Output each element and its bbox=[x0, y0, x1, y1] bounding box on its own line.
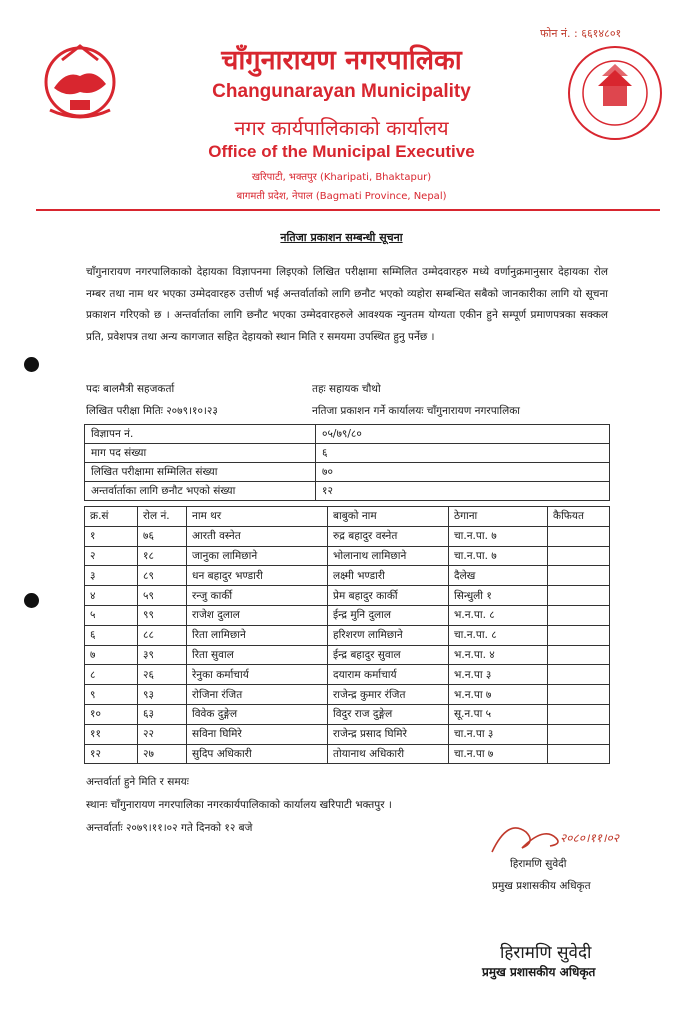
notice-body: चाँगुनारायण नगरपालिकाको देहायका विज्ञापनमा लिइएको लिखित परीक्षामा सम्मिलित उम्मेदवारहरु मध्ये वर्णानुक्रमानुसार देहायका रोल नम्बर तथा नाम थर भएका उम्मेदवारहरु उत्तीर्ण भई अन्तर्वार्ताको लागि छनौट भएको व्यहोरा सम्बन्धित सबैको जानकारीका लागि यो सूचना प्रकाशन गरिएको छ । अन्तर्वार्ताका लागि छनौट भएका उम्मेदवारहरुले आवश्यक न्युनतम योग्यता एकीन हुने सम्पूर्ण प्रमाणपत्रका सक्कल प्रति, प्रवेशपत्र तथा अन्य कागजात सहित देहायको स्थान मिति र समयमा उपस्थित हुनु पर्नेछ । bbox=[86, 266, 608, 343]
table-cell: भ.न.पा. ४ bbox=[449, 645, 548, 665]
column-header: नाम थर bbox=[187, 507, 328, 527]
table-cell bbox=[548, 645, 610, 665]
table-cell: हरिशरण लामिछाने bbox=[328, 625, 449, 645]
table-row bbox=[85, 645, 610, 665]
interview-heading: अन्तर्वार्ता हुने मिति र समयः bbox=[86, 776, 189, 788]
handwritten-date: २०८०।११।०२ bbox=[560, 831, 620, 845]
column-header: ठेगाना bbox=[449, 507, 548, 527]
table-header-row bbox=[85, 507, 610, 527]
table-row bbox=[85, 463, 610, 482]
column-header: कैफियत bbox=[548, 507, 610, 527]
table-cell: भ.न.पा ३ bbox=[449, 665, 548, 685]
address-line-1: खरिपाटी, भक्तपुर (Kharipati, Bhaktapur) bbox=[251, 172, 432, 183]
info-label: विज्ञापन नं. bbox=[85, 425, 316, 444]
publisher-label: नतिजा प्रकाशन गर्ने कार्यालयः चाँगुनारायण नगरपालिका bbox=[312, 405, 520, 417]
table-cell: भोलानाथ लामिछाने bbox=[328, 546, 449, 566]
table-row bbox=[85, 425, 610, 444]
exam-date-label: लिखित परीक्षा मितिः २०७९।१०।२३ bbox=[86, 405, 218, 417]
table-cell: विदुर राज दुङ्गेल bbox=[328, 704, 449, 724]
table-cell: चा.न.पा ३ bbox=[449, 724, 548, 744]
table-row bbox=[85, 566, 610, 586]
table-cell: ७ bbox=[85, 645, 138, 665]
table-cell: ७६ bbox=[138, 526, 187, 546]
stamp-title: प्रमुख प्रशासकीय अधिकृत bbox=[482, 965, 596, 979]
table-cell: तोयानाथ अधिकारी bbox=[328, 744, 449, 764]
table-cell: १ bbox=[85, 526, 138, 546]
table-row bbox=[85, 704, 610, 724]
table-cell: १२ bbox=[85, 744, 138, 764]
table-cell: ३९ bbox=[138, 645, 187, 665]
table-cell bbox=[548, 704, 610, 724]
table-cell: राजेन्द्र कुमार रंजित bbox=[328, 685, 449, 705]
table-cell: ४ bbox=[85, 586, 138, 606]
table-row bbox=[85, 444, 610, 463]
table-cell: विवेक दुङ्गेल bbox=[187, 704, 328, 724]
table-cell bbox=[548, 566, 610, 586]
table-cell: भ.न.पा ७ bbox=[449, 685, 548, 705]
table-cell: १० bbox=[85, 704, 138, 724]
info-value: १२ bbox=[316, 482, 610, 501]
table-cell: ३ bbox=[85, 566, 138, 586]
table-cell: ईन्द्र बहादुर सुवाल bbox=[328, 645, 449, 665]
table-cell: दयाराम कर्माचार्य bbox=[328, 665, 449, 685]
table-cell: लक्ष्मी भण्डारी bbox=[328, 566, 449, 586]
table-cell: चा.न.पा. ८ bbox=[449, 625, 548, 645]
table-cell: आरती वस्नेत bbox=[187, 526, 328, 546]
stamp-name: हिरामणि सुवेदी bbox=[500, 943, 592, 963]
table-cell: रोजिना रंजित bbox=[187, 685, 328, 705]
table-cell: सुदिप अधिकारी bbox=[187, 744, 328, 764]
table-cell: ८ bbox=[85, 665, 138, 685]
table-cell: ९३ bbox=[138, 685, 187, 705]
table-row bbox=[85, 685, 610, 705]
header-divider bbox=[36, 209, 660, 211]
table-cell: चा.न.पा. ७ bbox=[449, 546, 548, 566]
info-label: अन्तर्वार्ताका लागि छनौट भएको संख्या bbox=[85, 482, 316, 501]
info-label: लिखित परीक्षामा सम्मिलित संख्या bbox=[85, 463, 316, 482]
table-cell: ५९ bbox=[138, 586, 187, 606]
table-cell bbox=[548, 586, 610, 606]
vacancy-info-table bbox=[84, 424, 610, 501]
handwritten-signature bbox=[486, 808, 636, 860]
info-label: माग पद संख्या bbox=[85, 444, 316, 463]
table-cell: प्रेम बहादुर कार्की bbox=[328, 586, 449, 606]
table-row bbox=[85, 586, 610, 606]
table-cell: ८८ bbox=[138, 625, 187, 645]
table-cell bbox=[548, 744, 610, 764]
info-value: ०५/७९/८० bbox=[316, 425, 610, 444]
column-header: क्र.सं bbox=[85, 507, 138, 527]
table-row bbox=[85, 526, 610, 546]
office-title-nepali: नगर कार्यपालिकाको कार्यालय bbox=[234, 116, 449, 140]
table-cell bbox=[548, 685, 610, 705]
results-table bbox=[84, 506, 610, 764]
table-cell: २७ bbox=[138, 744, 187, 764]
signatory-name: हिरामणि सुवेदी bbox=[510, 858, 567, 870]
table-cell: राजेश दुलाल bbox=[187, 605, 328, 625]
municipality-title-nepali: चाँगुनारायण नगरपालिका bbox=[221, 45, 462, 76]
municipality-seal-logo bbox=[566, 44, 664, 142]
table-cell: धन बहादुर भण्डारी bbox=[187, 566, 328, 586]
punch-hole-mark bbox=[24, 357, 39, 372]
table-row bbox=[85, 665, 610, 685]
post-label: पदः बालमैत्री सहजकर्ता bbox=[86, 383, 175, 395]
info-value: ७० bbox=[316, 463, 610, 482]
table-row bbox=[85, 744, 610, 764]
table-cell: रुद्र बहादुर वस्नेत bbox=[328, 526, 449, 546]
table-cell: ५ bbox=[85, 605, 138, 625]
table-cell: रिता लामिछाने bbox=[187, 625, 328, 645]
table-cell bbox=[548, 625, 610, 645]
table-row bbox=[85, 724, 610, 744]
column-header: रोल नं. bbox=[138, 507, 187, 527]
table-cell: ११ bbox=[85, 724, 138, 744]
table-cell: ८९ bbox=[138, 566, 187, 586]
table-cell bbox=[548, 665, 610, 685]
table-cell: सू.न.पा ५ bbox=[449, 704, 548, 724]
level-label: तहः सहायक चौथो bbox=[312, 383, 381, 395]
signatory-title: प्रमुख प्रशासकीय अधिकृत bbox=[492, 880, 591, 892]
table-cell: रेनुका कर्माचार्य bbox=[187, 665, 328, 685]
table-cell: १८ bbox=[138, 546, 187, 566]
table-cell: २२ bbox=[138, 724, 187, 744]
table-cell: दैलेख bbox=[449, 566, 548, 586]
table-cell: सविना घिमिरे bbox=[187, 724, 328, 744]
table-cell: रिता सुवाल bbox=[187, 645, 328, 665]
notice-title: नतिजा प्रकाशन सम्बन्धी सूचना bbox=[280, 231, 403, 244]
table-cell bbox=[548, 546, 610, 566]
table-row bbox=[85, 482, 610, 501]
table-cell: सिन्धुली १ bbox=[449, 586, 548, 606]
municipality-title-english: Changunarayan Municipality bbox=[212, 81, 471, 102]
interview-place: स्थानः चाँगुनारायण नगरपालिका नगरकार्यपालिकाको कार्यालय खरिपाटी भक्तपुर । bbox=[86, 799, 392, 811]
table-cell bbox=[548, 605, 610, 625]
table-cell: रन्जु कार्की bbox=[187, 586, 328, 606]
table-cell: ६ bbox=[85, 625, 138, 645]
office-title-english: Office of the Municipal Executive bbox=[208, 142, 475, 161]
table-cell: २ bbox=[85, 546, 138, 566]
table-cell: ९९ bbox=[138, 605, 187, 625]
table-cell: ६३ bbox=[138, 704, 187, 724]
phone-number: फोन नं. : ६६१४८०१ bbox=[540, 27, 622, 40]
table-cell: जानुका लामिछाने bbox=[187, 546, 328, 566]
table-row bbox=[85, 625, 610, 645]
table-cell bbox=[548, 724, 610, 744]
table-cell: चा.न.पा. ७ bbox=[449, 526, 548, 546]
table-row bbox=[85, 546, 610, 566]
table-cell: ईन्द्र मुनि दुलाल bbox=[328, 605, 449, 625]
table-cell: चा.न.पा ७ bbox=[449, 744, 548, 764]
table-cell: २६ bbox=[138, 665, 187, 685]
table-cell: राजेन्द्र प्रसाद घिमिरे bbox=[328, 724, 449, 744]
table-cell: ९ bbox=[85, 685, 138, 705]
address-line-2: बागमती प्रदेश, नेपाल (Bagmati Province, Nepal) bbox=[236, 191, 447, 202]
table-cell bbox=[548, 526, 610, 546]
interview-datetime: अन्तर्वार्ताः २०७९।११।०२ गते दिनको १२ बजे bbox=[86, 822, 253, 834]
table-row bbox=[85, 605, 610, 625]
info-value: ६ bbox=[316, 444, 610, 463]
table-cell: भ.न.पा. ८ bbox=[449, 605, 548, 625]
punch-hole-mark bbox=[24, 593, 39, 608]
column-header: बाबुको नाम bbox=[328, 507, 449, 527]
